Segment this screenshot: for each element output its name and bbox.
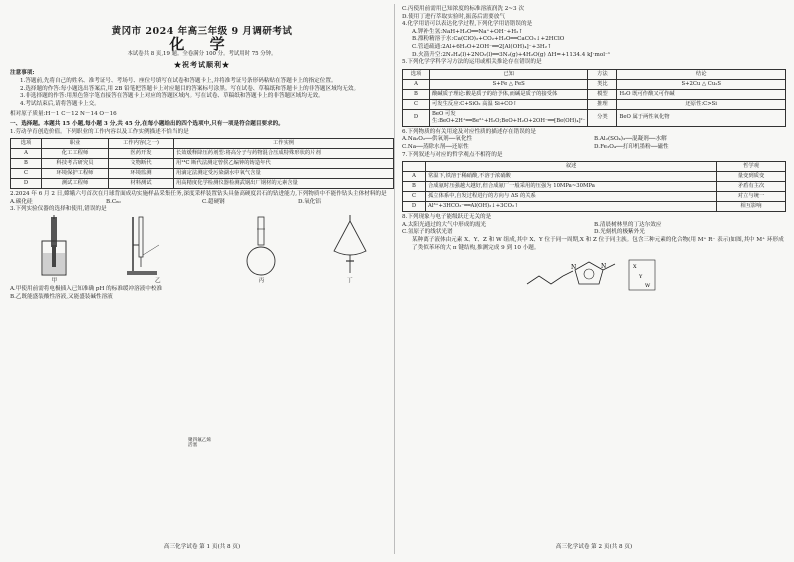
- option: B.清晨树林里的丁达尔效应: [594, 221, 662, 228]
- table-cell: 对立与统一: [717, 192, 786, 202]
- table-cell: 环境监测: [109, 169, 174, 179]
- q4-stem: 4.化学用语可以表达化学过程,下列化学用语错误的是: [402, 21, 533, 28]
- option: C.氢原子的线状光谱: [402, 229, 453, 236]
- page-footer: 高三化学试卷 第 2 页(共 8 页): [555, 544, 633, 551]
- q1-stem: 1.劳动孕育创造价值。下列职业的工作内容以及工作实例描述不恰当的是: [10, 128, 189, 135]
- subject-title: 化 学: [169, 34, 235, 53]
- notice-item: 3.非选择题的作答:用黑色签字笔直接答在答题卡上对应的答题区域内。写在试卷、草稿纸和答题卡上的非答题区域均无效。: [20, 93, 324, 100]
- option: B.Al₂(SO₄)₃──混凝剂──水解: [594, 136, 667, 143]
- q6-stem: 6.下列物质的有关用途及对应性质的描述存在错误的是: [402, 128, 536, 135]
- table-cell: D: [403, 202, 426, 212]
- table-header: 方法: [588, 69, 617, 79]
- table-cell: Al³⁺+3HCO₃⁻══Al(OH)₃↓+3CO₂↑: [426, 202, 717, 212]
- table-cell: A: [403, 79, 430, 89]
- table-header: 哲学观: [717, 162, 786, 172]
- table-row: [11, 159, 394, 169]
- q3-option-b: B.乙既能盛装酸性溶液,又能盛装碱性溶液: [10, 293, 113, 300]
- volumetric-flask-icon: [241, 215, 281, 277]
- table-cell: H₂O 既可作酸又可作碱: [617, 89, 786, 99]
- good-luck-banner: ★祝考试顺利★: [174, 59, 230, 69]
- table-cell: 用滴定法测定受污染湖水中氧气含量: [174, 169, 394, 179]
- table-row: [403, 109, 786, 126]
- option: C.Na──蒸除水剂──还原性: [402, 143, 469, 150]
- q9-intro: 某种离子液体由元素 X、Y、Z 和 W 组成,其中 X、Y 位于同一周期,X 和 Z 位于同主族。包含三种元素的化合物(用 M⁺ R⁻ 表示)如图,其中 M⁺ 环形成了类似苯环的大 π 键结构,推测完成 9 到 10 小题。: [412, 236, 784, 251]
- ph-meter-icon: [34, 215, 74, 277]
- table-cell: BeO 属于两性氧化物: [617, 109, 786, 126]
- q1-table: [10, 138, 394, 189]
- table-row: [11, 149, 394, 159]
- table-header: 职业: [42, 139, 109, 149]
- notice-item: 1.答题前,先将自己的姓名、准考证号、考场号、座位号填写在试卷和答题卡上,并将准考证号条形码粘贴在答题卡上的指定位置。: [20, 77, 337, 84]
- table-cell: 用高精度化学检测仪器检测武钢出厂钢材的元素含量: [174, 179, 394, 189]
- table-row: [403, 192, 786, 202]
- table-cell: 合成氨时压强越大越好,但合成氨厂一般采用的压强为 10MPa~30MPa: [426, 182, 717, 192]
- table-cell: A: [11, 149, 42, 159]
- table-row: [403, 89, 786, 99]
- apparatus-label: 丙: [258, 278, 265, 285]
- section-1-heading: 一、选择题。本题共 15 小题,每小题 3 分,共 45 分,在每小题给出的四个选项中,只有一项是符合题目要求的。: [10, 120, 284, 127]
- table-cell: 长效缓释降压药剂型:将高分子与药物混合压成特殊形状的片剂: [174, 149, 394, 159]
- q5-stem: 5.下列化学学科学习方法的运用或相关推论存在错误的是: [402, 59, 542, 66]
- table-cell: BeO 可发生:BeO+2H⁺══Be²⁺+H₂O;BeO+H₂O+2OH⁻══[Be(OH)₄]²⁻: [430, 109, 588, 126]
- table-header: 工作实例: [174, 139, 394, 149]
- table-cell: A: [403, 172, 426, 182]
- table-cell: 科技考古研究员: [42, 159, 109, 169]
- apparatus-label: 丁: [346, 278, 353, 285]
- q2-stem: 2.2024 年 6 月 2 日,嫦娥六号首次在月球背面成功实施样品采集任务,深度采样装置钻头具备高硬度岩石的钻进能力,下列物质中不能作钻头主体材料的是: [10, 191, 387, 198]
- table-cell: 推理: [588, 99, 617, 109]
- imidazolium-structure-icon: [519, 254, 669, 296]
- apparatus-bing: [241, 215, 281, 286]
- option: D.光刻机的极紫外光: [594, 229, 645, 236]
- table-row: [403, 172, 786, 182]
- table-header: 叙述: [426, 162, 717, 172]
- table-cell: 模型: [588, 89, 617, 99]
- option: A.碳化硅: [10, 198, 33, 205]
- burette-icon: [123, 215, 193, 277]
- separatory-funnel-icon: [330, 215, 370, 277]
- option: D.Fe₃O₄──打印机墨粉──磁性: [594, 143, 669, 150]
- table-cell: 量变到质变: [717, 172, 786, 182]
- q8-options: [402, 222, 786, 237]
- q5-table: [402, 69, 786, 127]
- table-cell: S+2Cu △ Cu₂S: [617, 79, 786, 89]
- table-cell: 环境保护工程师: [42, 169, 109, 179]
- table-cell: C: [11, 169, 42, 179]
- structure-atom-w: W: [645, 283, 651, 290]
- atomic-masses: 相对原子质量:H－1 C－12 N－14 O－16: [10, 111, 117, 118]
- structure-atom-n2: N: [601, 263, 607, 271]
- table-cell: 矛盾有主次: [717, 182, 786, 192]
- table-cell: C: [403, 99, 430, 109]
- table-cell: D: [403, 109, 430, 126]
- table-header: 选项: [11, 139, 42, 149]
- table-row: [403, 99, 786, 109]
- ionic-liquid-structure: [402, 254, 786, 296]
- table-cell: C: [403, 192, 426, 202]
- apparatus-label: 甲: [51, 278, 58, 285]
- table-cell: 常温下,铁溶于稀硝酸,不溶于浓硝酸: [426, 172, 717, 182]
- table-cell: 可发生反应:C+SiO₂ 高温 Si+CO↑: [430, 99, 588, 109]
- page-1: [10, 6, 394, 554]
- table-row: [403, 182, 786, 192]
- apparatus-label: 乙: [154, 278, 161, 285]
- q3-option-a: A.甲使用前需将电极插入已知准确 pH 的标准缓冲溶液中校准: [10, 285, 163, 292]
- table-header: [403, 162, 426, 172]
- table-row: [403, 79, 786, 89]
- q7-stem: 7.下列叙述与对应的哲学观点不相符的是: [402, 151, 503, 158]
- notice-item: 4.考试结束后,请将答题卡上交。: [20, 100, 100, 107]
- structure-atom-y: Y: [639, 274, 643, 281]
- table-header: 选项: [403, 69, 430, 79]
- q3-apparatus-figure: [10, 216, 394, 286]
- q7-table: [402, 161, 786, 212]
- table-cell: 化工工程师: [42, 149, 109, 159]
- option: A.太阳光通过的大气中形成的霞光: [402, 221, 487, 228]
- table-cell: 分类: [588, 109, 617, 126]
- structure-atom-n1: N: [571, 264, 577, 272]
- page-divider: [394, 4, 395, 554]
- page-footer: 高三化学试卷 第 1 页(共 8 页): [163, 544, 241, 551]
- table-row: [11, 179, 394, 189]
- table-cell: 用¹⁴C 断代法测定曾侯乙编钟的铸造年代: [174, 159, 394, 169]
- table-cell: 测试工程师: [42, 179, 109, 189]
- apparatus-ding: [330, 215, 370, 286]
- option: A.Na₂O₂──供氧剂──氧化性: [402, 136, 473, 143]
- option: A.钾补生氢:NaH+H₂O══Na⁺+OH⁻+H₂↑: [412, 28, 524, 35]
- table-cell: 文物断代: [109, 159, 174, 169]
- notice-item: 2.选择题的作答:每小题选出答案后,用 2B 铅笔把答题卡上对应题目的答案标号涂黑。写在试卷、草稿纸和答题卡上的非答题区域均无效。: [20, 85, 360, 92]
- q6-options: [402, 136, 786, 151]
- q3-stem: 3.下列实验仪器的选择和使用,错误的是: [10, 206, 107, 213]
- table-cell: B: [11, 159, 42, 169]
- table-row: [403, 202, 786, 212]
- q8-stem: 8.下列现象与电子能级跃迁无关的是: [402, 214, 492, 221]
- option: D.火箭升空:2N₂H₄(l)+2NO₂(l)══3N₂(g)+4H₂O(g) ΔH=+1134.4 kJ·mol⁻¹: [412, 51, 611, 58]
- option: D.氧化铝: [298, 198, 321, 205]
- table-cell: 类比: [588, 79, 617, 89]
- table-header: 工作内容(之一): [109, 139, 174, 149]
- exam-meta: 本试卷共 8 页,19 题。全卷满分 100 分。考试用时 75 分钟。: [127, 51, 277, 58]
- apparatus-yi: [123, 215, 193, 286]
- stopcock-annotation: 聚四氟乙烯活塞: [188, 438, 211, 448]
- apparatus-jia: [34, 215, 74, 286]
- table-cell: 孤立体系中,自发过程进行的方向与 ΔS 的关系: [426, 192, 717, 202]
- structure-atom-x: X: [633, 264, 637, 271]
- page-2: [402, 6, 786, 554]
- table-cell: D: [11, 179, 42, 189]
- table-cell: S+Fe △ FeS: [430, 79, 588, 89]
- option: B.C₆₀: [106, 198, 121, 205]
- table-cell: B: [403, 182, 426, 192]
- table-cell: 酸碱质子理论:酸是质子的给予体,而碱是质子的接受体: [430, 89, 588, 99]
- table-row: [11, 169, 394, 179]
- table-cell: B: [403, 89, 430, 99]
- table-header: 已知: [430, 69, 588, 79]
- option: B.漂粉精溶于水:Ca(ClO)₂+CO₂+H₂O══CaCO₃↓+2HClO: [412, 36, 565, 43]
- notice-title: 注意事项:: [10, 70, 35, 77]
- option: C.管道疏通:2Al+6H₂O+2OH⁻══2[Al(OH)₄]⁻+3H₂↑: [412, 43, 552, 50]
- table-cell: 医药开发: [109, 149, 174, 159]
- table-header: 结论: [617, 69, 786, 79]
- q3-option-d: D.使用丁进行萃取实验时,振荡后需要放气: [402, 13, 505, 20]
- table-cell: 相互影响: [717, 202, 786, 212]
- option: C.超硬钢: [202, 198, 225, 205]
- q3-option-c: C.丙使用前需用已知浓度的标准溶液润洗 2~3 次: [402, 6, 524, 12]
- table-cell: 还原性:C>Si: [617, 99, 786, 109]
- table-cell: 材料测试: [109, 179, 174, 189]
- exam-title: 黄冈市 2024 年高三年级 9 月调研考试: [111, 26, 293, 37]
